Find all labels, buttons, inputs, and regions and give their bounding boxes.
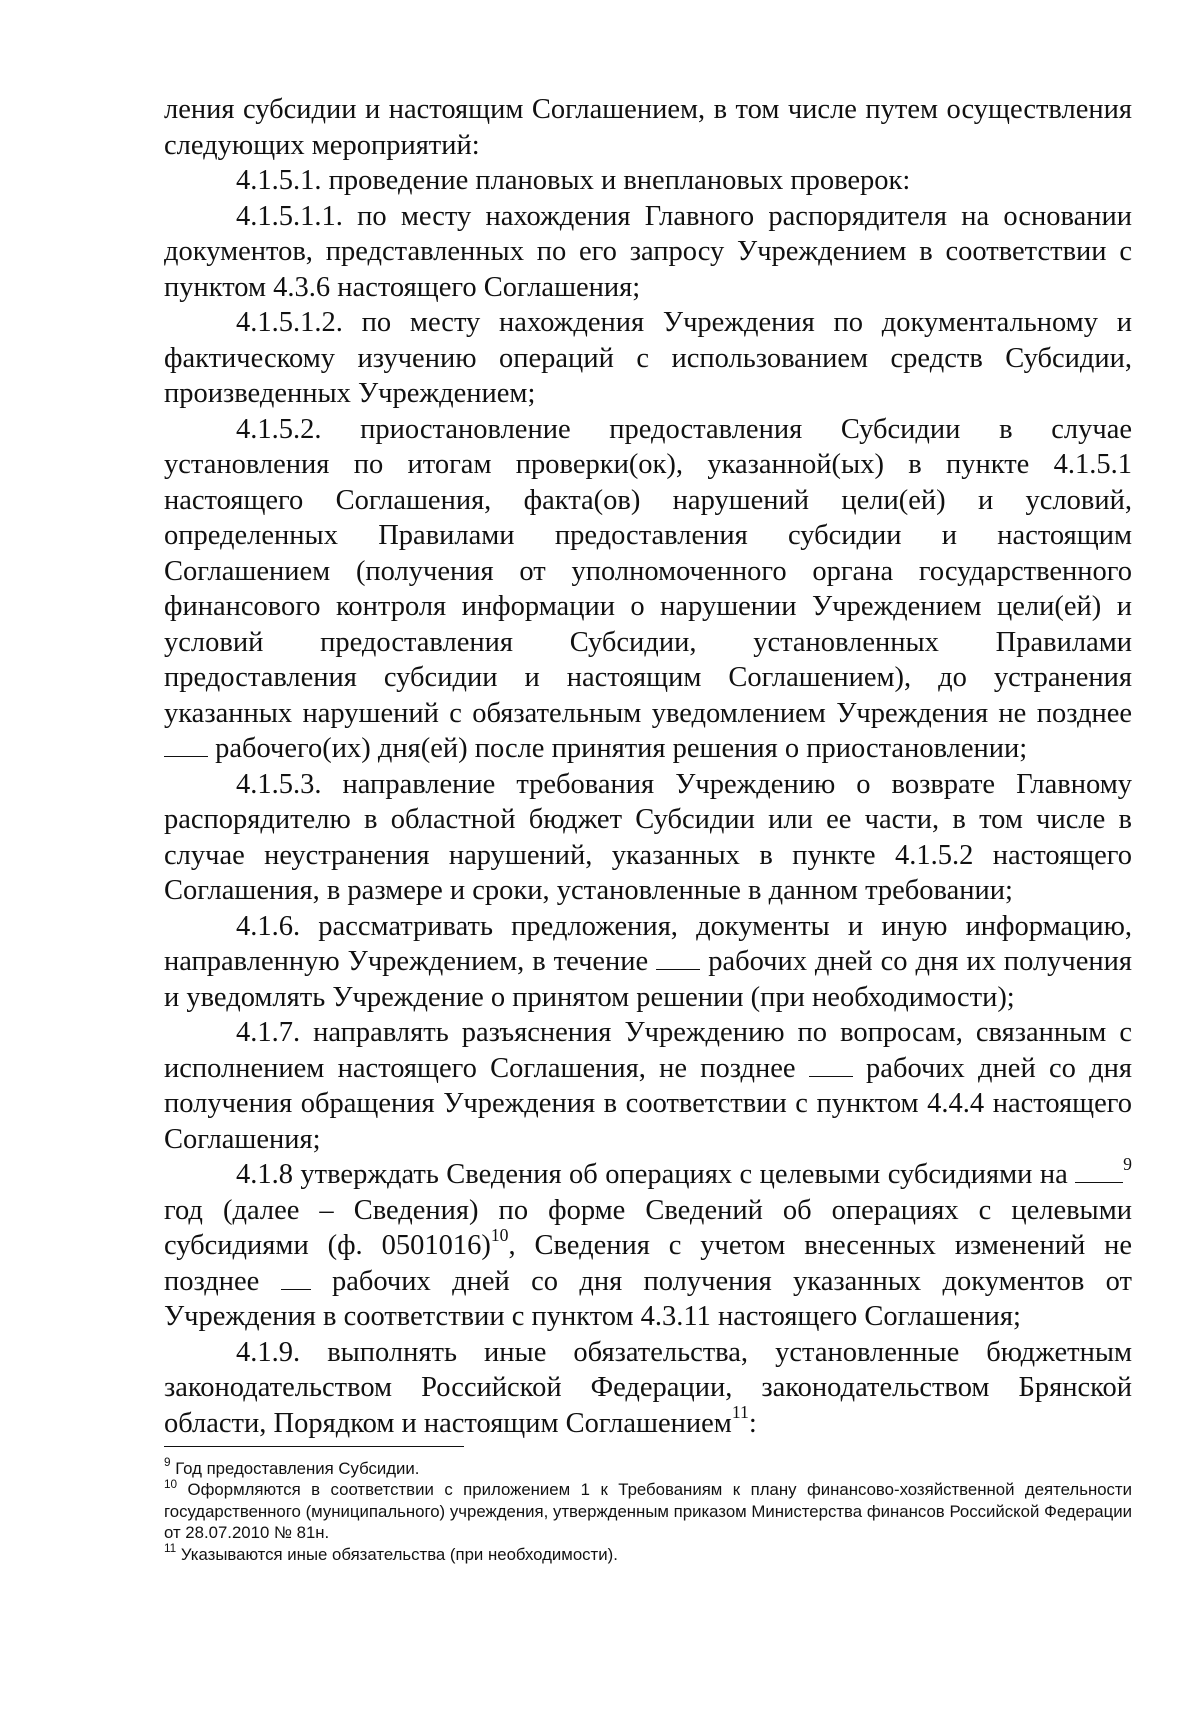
paragraph-text: 4.1.8 утверждать Сведения об операциях с целевыми субсидиями на xyxy=(236,1159,1076,1190)
paragraph-4-1-5-3: 4.1.5.3. направление требования Учреждению о возврате Главному распорядителю в областной бюджет Субсидии или ее части, в том числе в случае неустранения нарушений, указанных в пункте 4.1.5.2 настоящего Соглашения, в размере и сроки, установленные в данном требовании; xyxy=(164,768,1132,906)
footnote-mark: 10 xyxy=(164,1477,178,1491)
paragraph-text: : xyxy=(748,1407,757,1439)
footnote-ref: 10 xyxy=(490,1224,509,1245)
paragraph-text: 4.1.9. выполнять иные обязательства, установленные бюджетным законодательством Российской Федерации, законодательством Брянской области, Порядком и настоящим Соглашением xyxy=(164,1336,1132,1439)
paragraph-4-1-5-1-2: 4.1.5.1.2. по месту нахождения Учреждения по документальному и фактическому изучению операций с использованием средств Субсидии, произведенных Учреждением; xyxy=(164,307,1132,409)
paragraph-text: рабочих дней со дня получения указанных документов от Учреждения в соответствии с пунктом 4.3.11 настоящего Соглашения; xyxy=(164,1265,1132,1332)
paragraph-4-1-9 xyxy=(164,1335,1132,1442)
footnote-ref: 11 xyxy=(731,1402,749,1423)
paragraph-4-1-7 xyxy=(164,1015,1132,1157)
paragraph-4-1-5-1: 4.1.5.1. проведение плановых и внеплановых проверок: xyxy=(236,165,911,196)
document-page xyxy=(164,92,1132,1441)
paragraph-4-1-6 xyxy=(164,909,1132,1016)
footnote-ref: 9 xyxy=(1123,1153,1132,1174)
footnote-text: Указываются иные обязательства (при необходимости). xyxy=(176,1544,618,1564)
document-body xyxy=(164,92,1132,1441)
paragraph-text: год (далее – Сведения) по форме Сведений об операциях с целевыми субсидиями (ф. 0501016) xyxy=(164,1194,1132,1261)
footnotes xyxy=(164,1458,1132,1565)
fill-in-blank xyxy=(164,734,208,757)
paragraph-4-1-8 xyxy=(164,1153,1132,1335)
fill-in-blank xyxy=(281,1267,311,1290)
fill-in-blank xyxy=(809,1054,853,1077)
paragraph-text: 4.1.6. рассматривать предложения, документы и иную информацию, направленную Учреждением, в течение xyxy=(164,910,1132,977)
footnote-mark: 11 xyxy=(164,1541,177,1555)
footnote-text: Оформляются в соответствии с приложением 1 к Требованиям к плану финансово-хозяйственной деятельности государственного (муниципального) учреждения, утвержденным приказом Министерства финансов Российской Федерации от 28.07.2010 № 81н. xyxy=(164,1480,1132,1543)
fill-in-blank xyxy=(656,947,700,970)
paragraph-text: 4.1.7. направлять разъяснения Учреждению по вопросам, связанным с исполнением настоящего Соглашения, не позднее xyxy=(164,1017,1132,1084)
fill-in-blank xyxy=(1075,1160,1123,1183)
paragraph-text: рабочих дней со дня получения обращения Учреждения в соответствии с пунктом 4.4.4 настоящего Соглашения; xyxy=(164,1052,1132,1155)
paragraph-4-1-5-1-1: 4.1.5.1.1. по месту нахождения Главного распорядителя на основании документов, представленных по его запросу Учреждением в соответствии с пунктом 4.3.6 настоящего Соглашения; xyxy=(164,200,1132,303)
footnote xyxy=(164,1458,1132,1479)
footnote-divider xyxy=(164,1446,464,1447)
paragraph-text: 4.1.5.2. приостановление предоставления Субсидии в случае установления по итогам проверки(ок), указанной(ых) в пункте 4.1.5.1 настоящего Соглашения, факта(ов) нарушений цели(ей) и условий, определенных Правилами предоставления субсидии и настоящим Соглашением (получения от уполномоченного органа государственного финансового контроля информации о нарушении Учреждением цели(ей) и условий предоставления Субсидии, установленных Правилами предоставления субсидии и настоящим Соглашением), до устранения указанных нарушений с обязательным уведомлением Учреждения не позднее xyxy=(164,413,1132,729)
footnote xyxy=(164,1541,1132,1565)
paragraph-4-1-5-2 xyxy=(164,412,1132,767)
paragraph-text: , Сведения с учетом внесенных изменений не позднее xyxy=(164,1230,1132,1297)
footnote-text: Год предоставления Субсидии. xyxy=(170,1459,420,1478)
footnote-mark: 9 xyxy=(164,1456,171,1470)
footnote xyxy=(164,1479,1132,1543)
paragraph-text: рабочих дней со дня их получения и уведомлять Учреждение о принятом решении (при необходимости); xyxy=(164,946,1133,1013)
paragraph: ления субсидии и настоящим Соглашением, в том числе путем осуществления следующих мероприятий: xyxy=(164,94,1132,161)
paragraph-text: рабочего(их) дня(ей) после принятия решения о приостановлении; xyxy=(208,733,1028,764)
